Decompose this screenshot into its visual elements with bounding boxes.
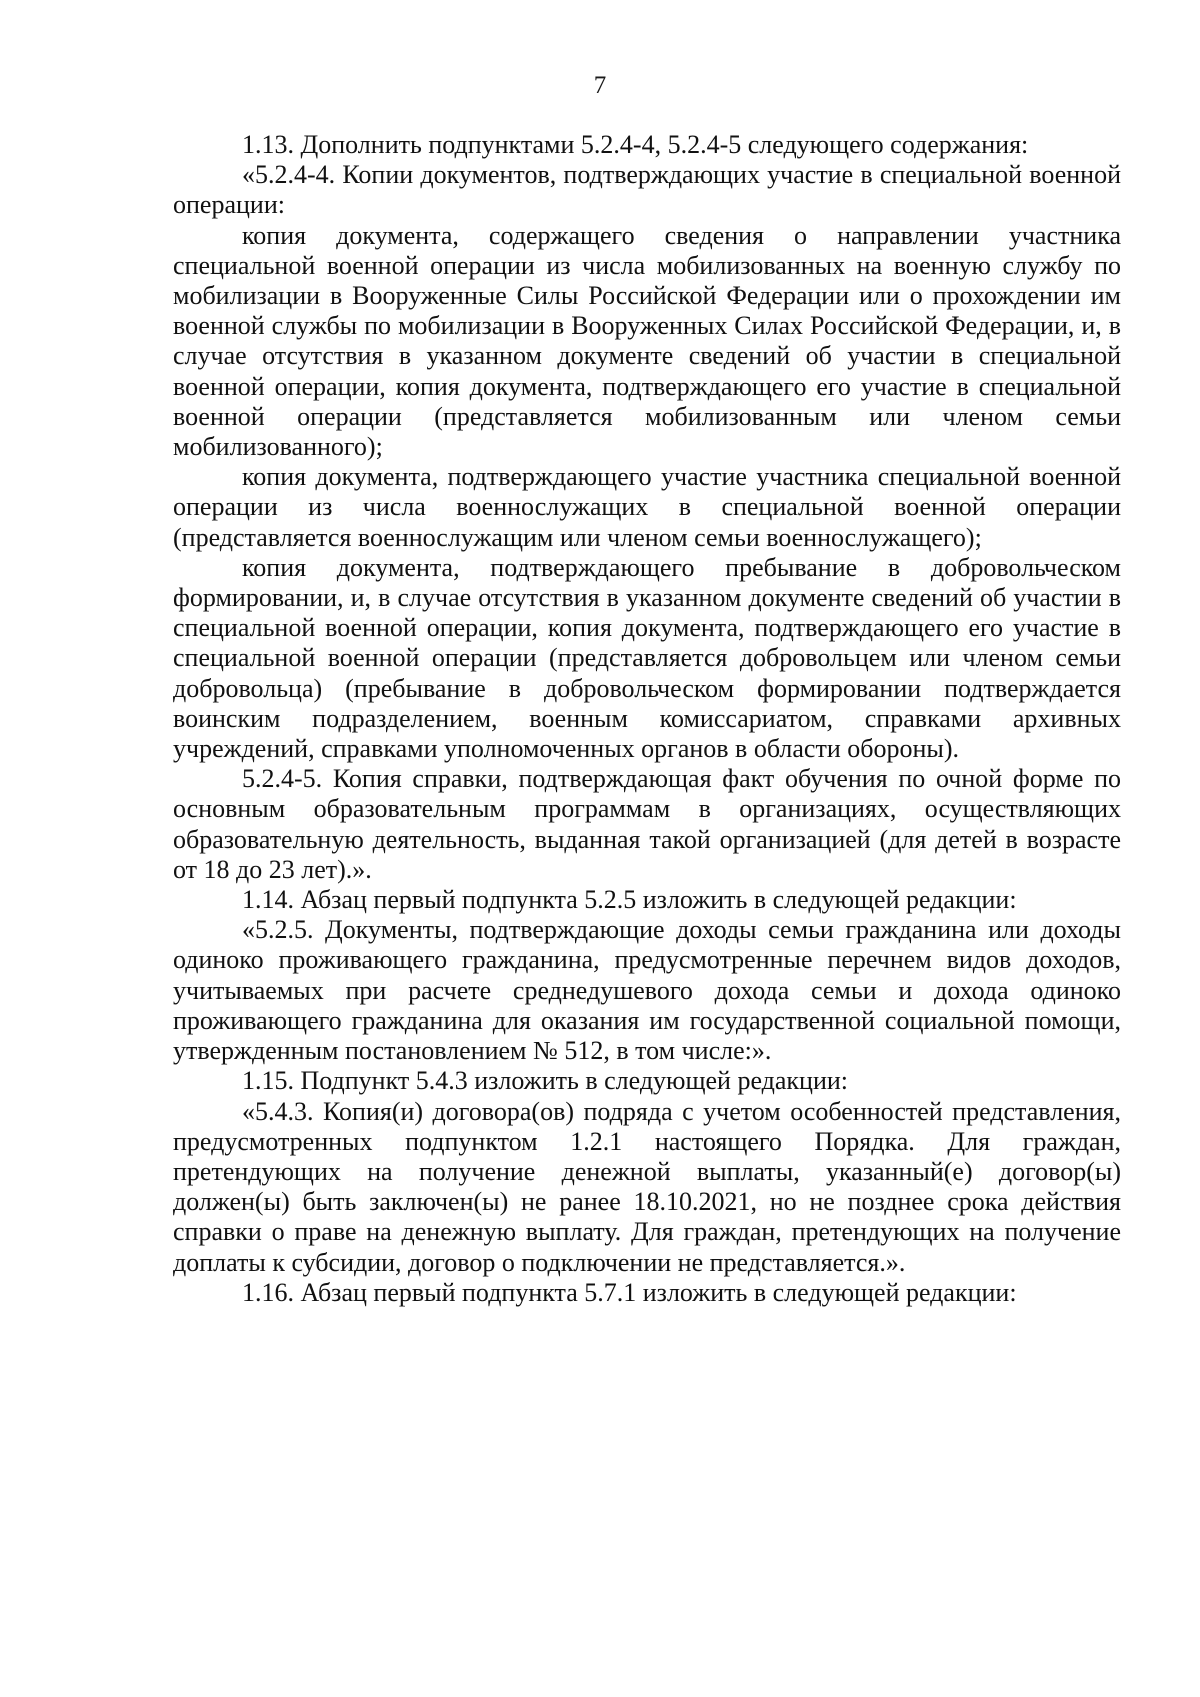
paragraph-5-2-5: «5.2.5. Документы, подтверждающие доходы семьи гражданина или доходы одиноко проживающего гражданина, предусмотренные перечнем видов доходов, учитываемых при расчете среднедушевого дохода семьи и дохода одиноко проживающего гражданина для оказания им государственной социальной помощи, утвержденным постановлением № 512, в том числе:». [173, 915, 1121, 1066]
paragraph-1-16: 1.16. Абзац первый подпункта 5.7.1 изложить в следующей редакции: [242, 1277, 1017, 1307]
paragraph-5-2-4-5: 5.2.4-5. Копия справки, подтверждающая факт обучения по очной форме по основным образовательным программам в организациях, осуществляющих образовательную деятельность, выданная такой организацией (для детей в возрасте от 18 до 23 лет).». [173, 764, 1121, 884]
paragraph-5-2-4-4: «5.2.4-4. Копии документов, подтверждающих участие в специальной военной операции: [173, 160, 1121, 220]
page-number: 7 [593, 72, 607, 99]
paragraph-1-13: 1.13. Дополнить подпунктами 5.2.4-4, 5.2.4-5 следующего содержания: [242, 130, 1029, 159]
paragraph-1-14: 1.14. Абзац первый подпункта 5.2.5 изложить в следующей редакции: [242, 885, 1017, 915]
paragraph-servicemen-copy: копия документа, подтверждающего участие участника специальной военной операции из числа военнослужащих в специальной военной операции (представляется военнослужащим или членом семьи военнослужащего); [173, 462, 1121, 552]
paragraph-1-15: 1.15. Подпункт 5.4.3 изложить в следующей редакции: [242, 1066, 849, 1096]
paragraph-mobilized-copy: копия документа, содержащего сведения о направлении участника специальной военной операции из числа мобилизованных на военную службу по мобилизации в Вооруженные Силы Российской Федерации или о прохождении им военной службы по мобилизации в Вооруженных Силах Российской Федерации, и, в случае отсутствия в указанном документе сведений об участии в специальной военной операции, копия документа, подтверждающего его участие в специальной военной операции (представляется мобилизованным или членом семьи мобилизованного); [173, 220, 1121, 462]
paragraph-volunteer-copy: копия документа, подтверждающего пребывание в добровольческом формировании, и, в случае отсутствия в указанном документе сведений об участии в специальной военной операции, копия документа, подтверждающего его участие в специальной военной операции (представляется добровольцем или членом семьи добровольца) (пребывание в добровольческом формировании подтверждается воинским подразделением, военным комиссариатом, справками архивных учреждений, справками уполномоченных органов в области обороны). [173, 552, 1121, 764]
document-body [173, 130, 1121, 1308]
paragraph-5-4-3: «5.4.3. Копия(и) договора(ов) подряда с учетом особенностей представления, предусмотренных подпунктом 1.2.1 настоящего Порядка. Для граждан, претендующих на получение денежной выплаты, указанный(е) договор(ы) должен(ы) быть заключен(ы) не ранее 18.10.2021, но не позднее срока действия справки о праве на денежную выплату. Для граждан, претендующих на получение доплаты к субсидии, договор о подключении не представляется.». [173, 1096, 1121, 1277]
